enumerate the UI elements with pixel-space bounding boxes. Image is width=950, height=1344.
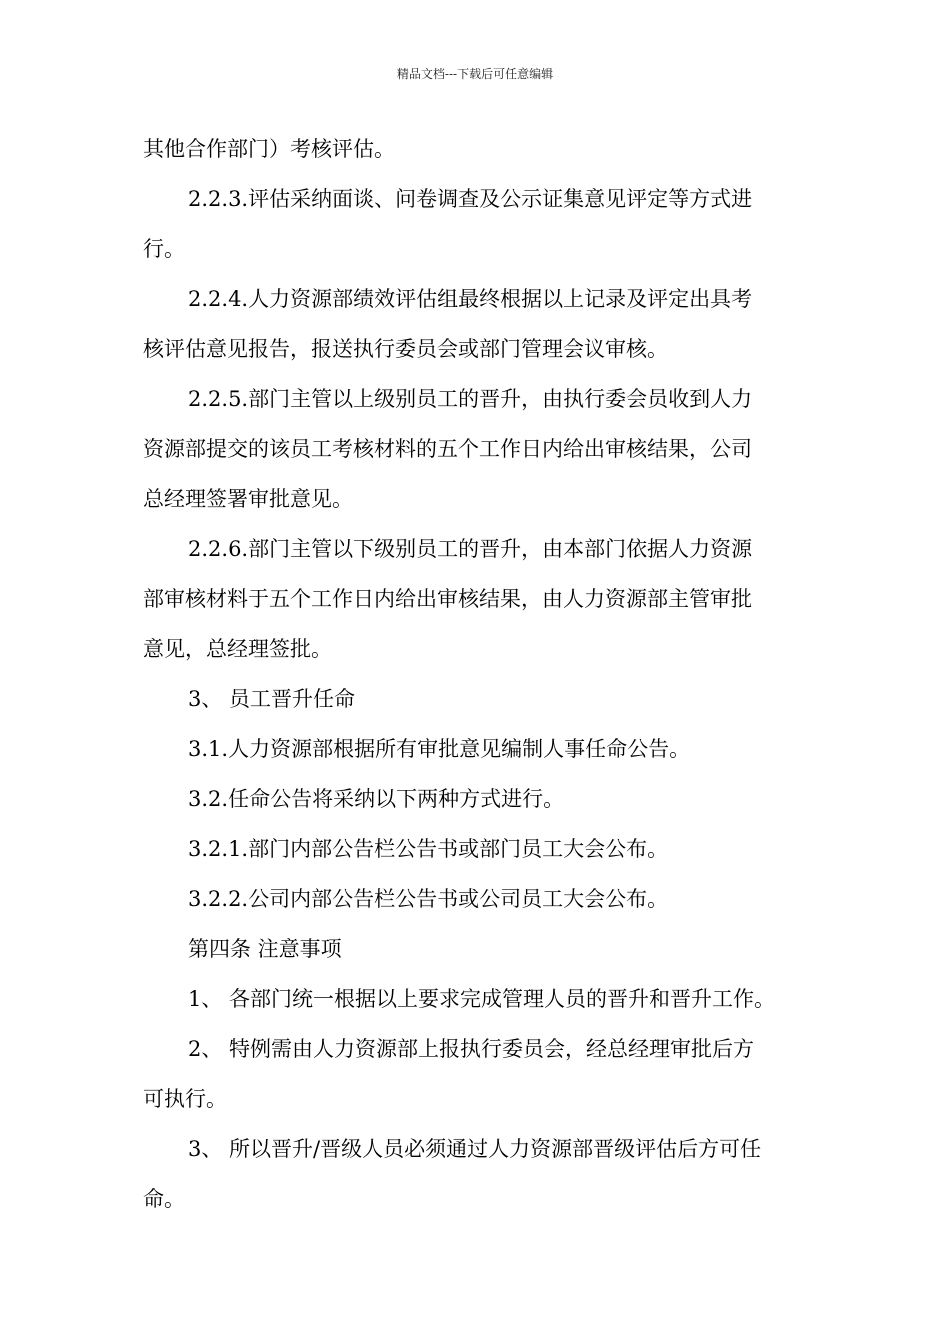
- text-line: 3.2.1.部门内部公告栏公告书或部门员工大会公布。: [188, 837, 669, 861]
- text-line: 3、 所以晋升/晋级人员必须通过人力资源部晋级评估后方可任: [188, 1137, 762, 1161]
- text-line: 2.2.4.人力资源部绩效评估组最终根据以上记录及评定出具考: [188, 287, 753, 311]
- text-line: 行。: [143, 237, 185, 261]
- text-line: 其他合作部门）考核评估。: [143, 137, 395, 161]
- section-heading: 3、 员工晋升任命: [188, 687, 356, 711]
- text-line: 可执行。: [143, 1087, 227, 1111]
- text-line: 2.2.3.评估采纳面谈、问卷调查及公示证集意见评定等方式进: [188, 187, 753, 211]
- text-line: 3.2.任命公告将采纳以下两种方式进行。: [188, 787, 565, 811]
- text-line: 命。: [143, 1187, 185, 1211]
- text-line: 资源部提交的该员工考核材料的五个工作日内给出审核结果，公司: [143, 437, 752, 461]
- text-line: 3.1.人力资源部根据所有审批意见编制人事任命公告。: [188, 737, 691, 761]
- text-line: 2.2.6.部门主管以下级别员工的晋升，由本部门依据人力资源: [188, 537, 753, 561]
- text-line: 3.2.2.公司内部公告栏公告书或公司员工大会公布。: [188, 887, 669, 911]
- page-header: 精品文档---下载后可任意编辑: [396, 67, 554, 81]
- text-line: 部审核材料于五个工作日内给出审核结果，由人力资源部主管审批: [143, 587, 752, 611]
- text-line: 2.2.5.部门主管以上级别员工的晋升，由执行委会员收到人力: [188, 387, 753, 411]
- text-line: 2、 特例需由人力资源部上报执行委员会，经总经理审批后方: [188, 1037, 755, 1061]
- text-line: 意见，总经理签批。: [143, 637, 332, 661]
- text-line: 1、 各部门统一根据以上要求完成管理人员的晋升和晋升工作。: [188, 987, 776, 1011]
- text-line: 核评估意见报告，报送执行委员会或部门管理会议审核。: [143, 337, 668, 361]
- text-line: 总经理签署审批意见。: [143, 487, 353, 511]
- section-heading: 第四条 注意事项: [188, 937, 342, 961]
- document-body: [143, 124, 811, 1224]
